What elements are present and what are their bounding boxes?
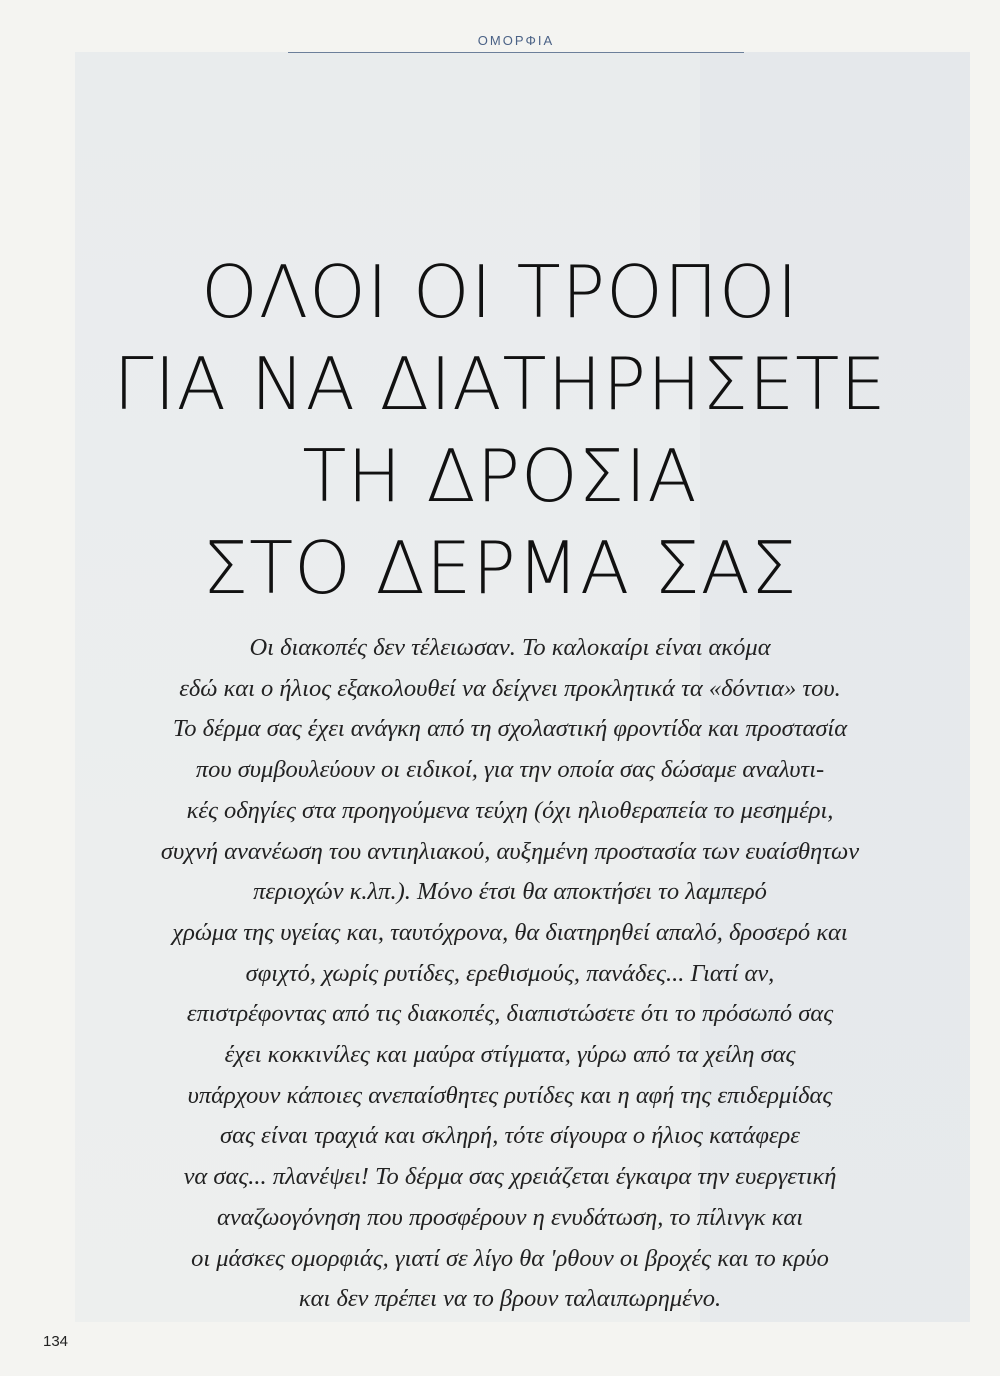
intro-line: σας είναι τραχιά και σκληρή, τότε σίγουρα ο ήλιος κατάφερε (220, 1122, 800, 1150)
headline-line: ΤΗ ΔΡΟΣΙΑ (302, 434, 698, 518)
headline-line: ΟΛΟΙ ΟΙ ΤΡΟΠΟΙ (201, 250, 799, 334)
intro-line: υπάρχουν κάποιες ανεπαίσθητες ρυτίδες και η αφή της επιδερμίδας (187, 1081, 833, 1109)
intro-line: σφιχτό, χωρίς ρυτίδες, ερεθισμούς, πανάδες... Γιατί αν, (245, 959, 775, 987)
intro-line: να σας... πλανέψει! Το δέρμα σας χρειάζεται έγκαιρα την ευεργετική (183, 1163, 837, 1191)
intro-line: περιοχών κ.λπ.). Μόνο έτσι θα αποκτήσει το λαμπερό (253, 878, 767, 906)
section-label: ΟΜΟΡΦΙΑ (477, 33, 555, 48)
intro-line: συχνή ανανέωση του αντιηλιακού, αυξημένη προστασία των ευαίσθητων (160, 837, 860, 865)
intro-line: και δεν πρέπει να το βρουν ταλαιπωρημένο. (298, 1285, 722, 1313)
header-rule (288, 52, 744, 53)
intro-line: αναζωογόνηση που προσφέρουν η ενυδάτωση, το πίλινγκ και (216, 1203, 803, 1231)
intro-line: που συμβουλεύουν οι ειδικοί, για την οποία σας δώσαμε αναλυτι- (195, 756, 825, 784)
intro-line: Το δέρμα σας έχει ανάγκη από τη σχολαστική φροντίδα και προστασία (172, 715, 848, 743)
intro-line: Οι διακοπές δεν τέλειωσαν. Το καλοκαίρι είναι ακόμα (249, 634, 771, 661)
intro-line: εδώ και ο ήλιος εξακολουθεί να δείχνει προκλητικά τα «δόντια» του. (179, 674, 841, 702)
intro-line: έχει κοκκινίλες και μαύρα στίγματα, γύρω από τα χείλη σας (224, 1041, 796, 1069)
intro-line: κές οδηγίες στα προηγούμενα τεύχη (όχι ηλιοθεραπεία το μεσημέρι, (186, 796, 834, 824)
intro-line: οι μάσκες ομορφιάς, γιατί σε λίγο θα 'ρθουν οι βροχές και το κρύο (191, 1244, 829, 1272)
headline-line: ΓΙΑ ΝΑ ΔΙΑΤΗΡΗΣΕΤΕ (113, 342, 887, 426)
intro-paragraph (80, 628, 940, 1320)
headline-line: ΣΤΟ ΔΕΡΜΑ ΣΑΣ (202, 526, 798, 610)
headline (60, 246, 940, 614)
intro-line: επιστρέφοντας από τις διακοπές, διαπιστώσετε ότι το πρόσωπό σας (186, 1000, 834, 1028)
intro-line: χρώμα της υγείας και, ταυτόχρονα, θα διατηρηθεί απαλό, δροσερό και (172, 918, 848, 946)
page-number: 134 (43, 1333, 69, 1350)
